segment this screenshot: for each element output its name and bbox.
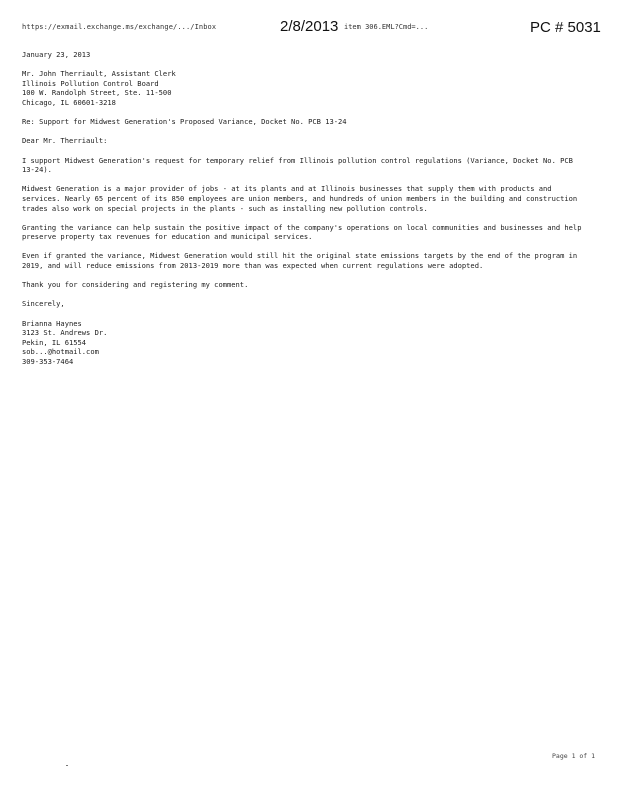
paragraph-text: Granting the variance can help sustain the positive impact of the company's operations on local communities and businesses and help preserve property tax revenues for education and municipal services. — [22, 222, 582, 242]
fax-item-reference: item 306.EML?Cmd=... — [344, 23, 429, 31]
pc-number-stamp: PC # 5031 — [530, 19, 601, 36]
letter-body — [22, 50, 582, 367]
fax-source-url: https://exmail.exchange.ms/exchange/.../Inbox — [22, 23, 217, 31]
signature-phone: 309-353-7464 — [22, 357, 74, 366]
signature-city: Pekin, IL 61554 — [22, 337, 87, 347]
signature-name: Brianna Haynes — [22, 318, 82, 328]
fax-header — [22, 18, 602, 42]
paragraph-text: Thank you for considering and registering my comment. — [22, 280, 249, 290]
letter-salutation: Dear Mr. Therriault: — [22, 136, 108, 146]
body-paragraph — [22, 280, 582, 290]
paragraph-text: Even if granted the variance, Midwest Generation would still hit the original state emissions targets by the end of the program in 2019, and will reduce emissions from 2013-2019 more than was expected when current regulations were adopted. — [22, 251, 578, 271]
recipient-line: Illinois Pollution Control Board — [22, 78, 159, 88]
signature-block — [22, 319, 582, 367]
scan-speck — [66, 765, 68, 766]
body-paragraph — [22, 184, 582, 213]
page-number: Page 1 of 1 — [552, 752, 596, 760]
body-paragraph — [22, 251, 582, 270]
body-paragraph — [22, 156, 582, 175]
paragraph-text: I support Midwest Generation's request for temporary relief from Illinois pollution control regulations (Variance, Docket No. PCB 13-24). — [22, 155, 573, 175]
body-paragraph — [22, 223, 582, 242]
paragraph-text: Midwest Generation is a major provider of jobs - at its plants and at Illinois businesses that supply them with products and services. Nearly 65 percent of its 850 employees are union members, and hundreds of union members in the building and construction trades also work on special projects in the plants - such as installing new pollution controls. — [22, 184, 578, 213]
recipient-address — [22, 69, 582, 107]
letter-subject: Re: Support for Midwest Generation's Proposed Variance, Docket No. PCB 13-24 — [22, 117, 347, 127]
recipient-line: 100 W. Randolph Street, Ste. 11-500 — [22, 88, 172, 98]
signature-street: 3123 St. Andrews Dr. — [22, 328, 108, 338]
signature-email: sob...@hotmail.com — [22, 347, 99, 357]
recipient-line: Chicago, IL 60601-3218 — [22, 97, 116, 107]
recipient-line: Mr. John Therriault, Assistant Clerk — [22, 69, 176, 79]
fax-date-stamp: 2/8/2013 — [280, 18, 339, 35]
letter-date: January 23, 2013 — [22, 50, 91, 59]
letter-closing: Sincerely, — [22, 299, 65, 309]
